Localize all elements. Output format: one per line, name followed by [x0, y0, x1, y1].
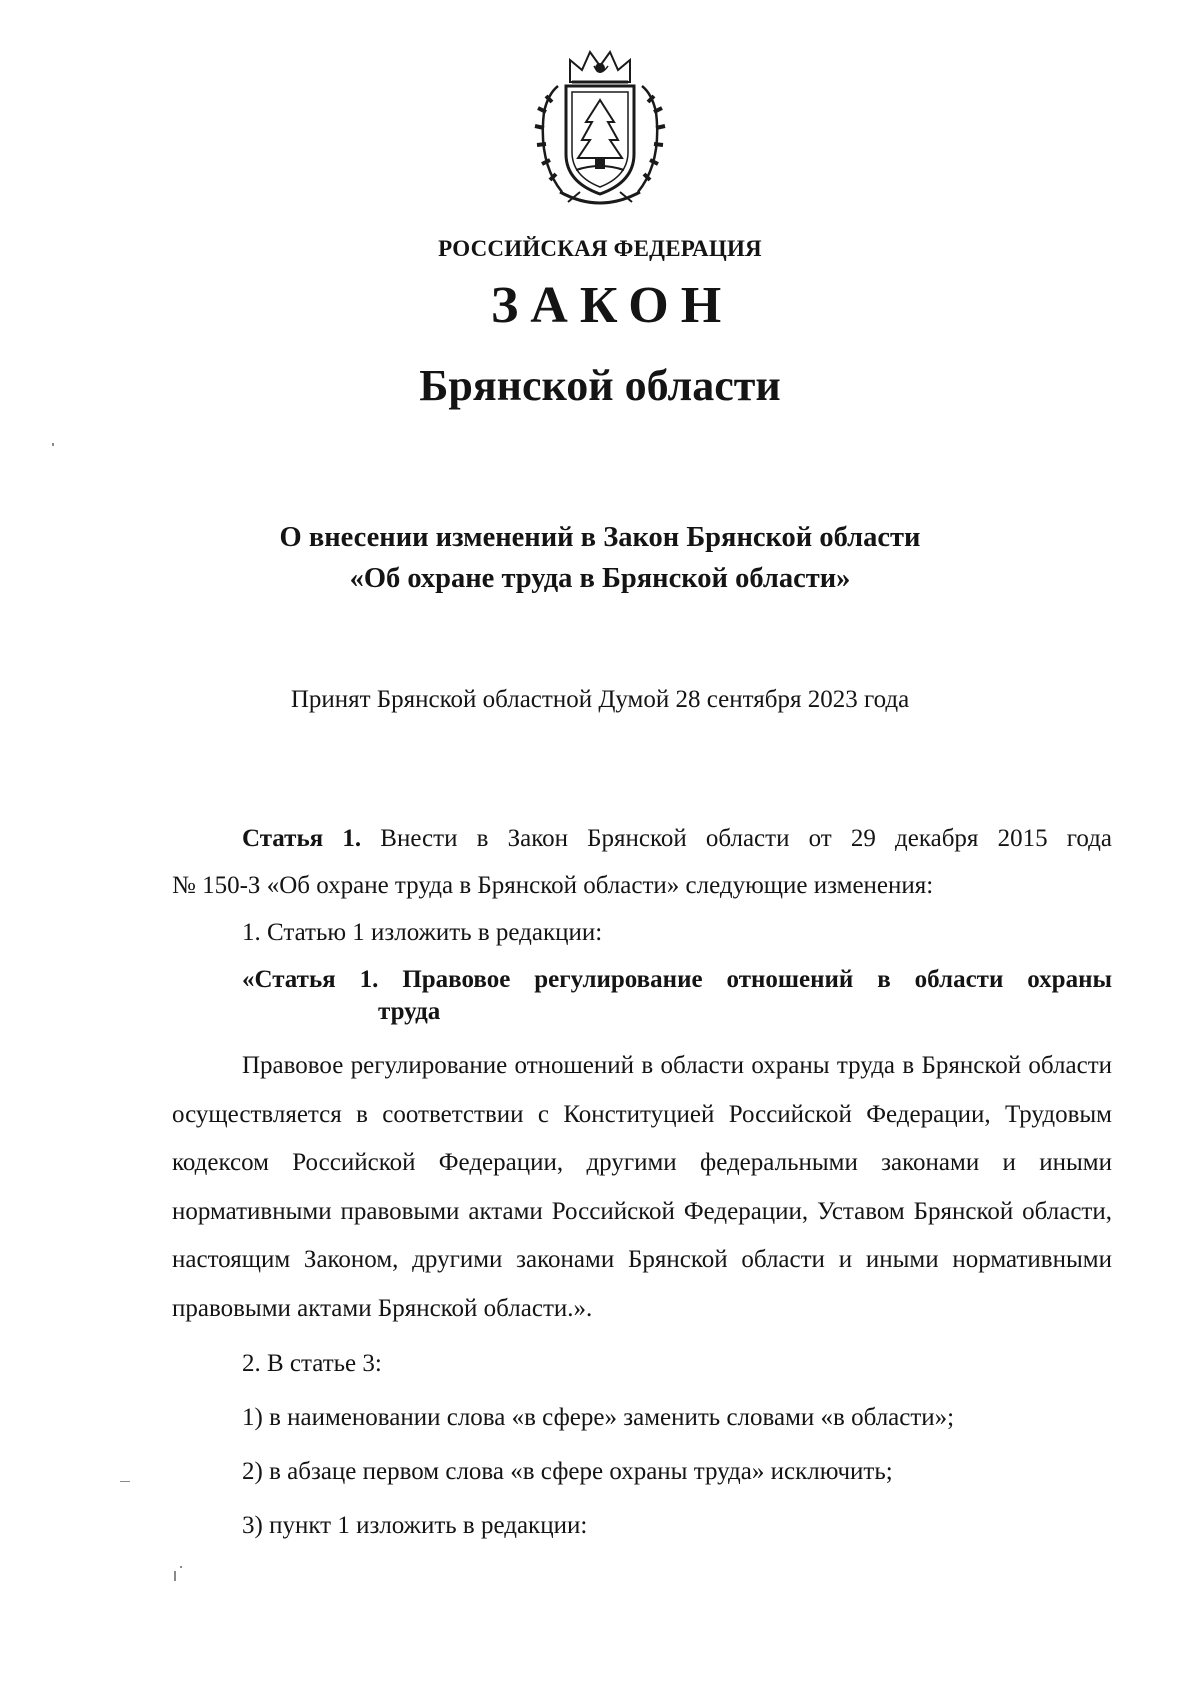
- amendment-subitem-1: 1) в наименовании слова «в сфере» заменить словами «в области»;: [242, 1404, 955, 1431]
- new-article-paragraph: Правовое регулирование отношений в области охраны труда в Брянской области осуществляется в соответствии с Конституцией Российской Федерации, Трудовым кодексом Российской Федерации, другими федеральными законами и иными нормативными правовыми актами Российской Федерации, Уставом Брянской области, настоящим Законом, другими законами Брянской области и иными нормативными правовыми актами Брянской области.».: [172, 1052, 1112, 1322]
- article-1-intro-line-1: Статья 1. Внести в Закон Брянской области от 29 декабря 2015 года: [242, 825, 1112, 852]
- amendment-subitem-2: 2) в абзаце первом слова «в сфере охраны труда» исключить;: [242, 1458, 893, 1485]
- article-1-intro-line-2: № 150-З «Об охране труда в Брянской области» следующие изменения:: [172, 872, 934, 899]
- law-subject: [0, 517, 1200, 599]
- law-subject-line-2: «Об охране труда в Брянской области»: [349, 563, 851, 594]
- amendment-item-2: 2. В статье 3:: [242, 1350, 382, 1377]
- new-article-heading: [242, 956, 1112, 1042]
- adoption-note: Принят Брянской областной Думой 28 сентября 2023 года: [290, 686, 910, 713]
- scan-speck: [52, 443, 54, 446]
- scan-speck: [120, 1481, 130, 1482]
- amendment-subitem-3: 3) пункт 1 изложить в редакции:: [242, 1512, 588, 1539]
- new-article-heading-line-2: труда: [378, 998, 441, 1025]
- scan-speck: [180, 1566, 182, 1568]
- country-title: РОССИЙСКАЯ ФЕДЕРАЦИЯ: [438, 236, 762, 261]
- amendment-item-1: 1. Статью 1 изложить в редакции:: [242, 919, 603, 946]
- law-subject-line-1: О внесении изменений в Закон Брянской области: [279, 522, 921, 553]
- region-title: Брянской области: [419, 361, 781, 410]
- article-1-body: [172, 815, 1112, 1549]
- scan-speck: [174, 1571, 176, 1581]
- law-title: ЗАКОН: [490, 277, 734, 334]
- new-article-heading-line-1: «Статья 1. Правовое регулирование отношений в области охраны: [242, 966, 1112, 993]
- coat-of-arms-emblem: [524, 42, 676, 212]
- article-1-label: Статья 1.: [242, 825, 362, 852]
